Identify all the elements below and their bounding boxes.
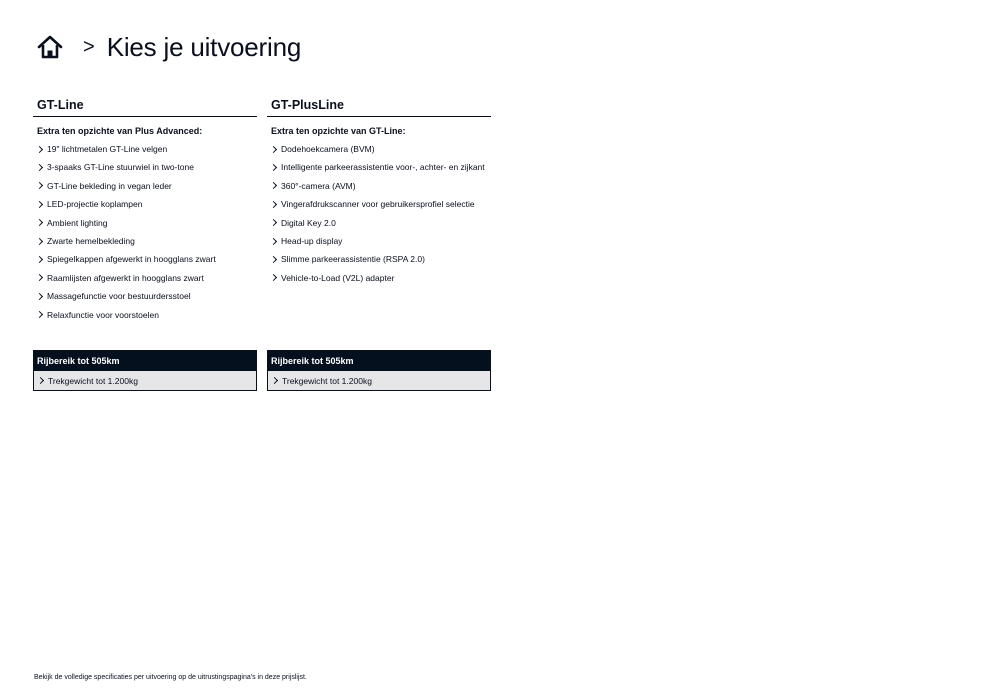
list-item	[33, 306, 257, 324]
chevron-right-icon	[270, 182, 277, 189]
chevron-right-icon	[270, 238, 277, 245]
chevron-right-icon	[36, 182, 43, 189]
column-title: GT-Line	[33, 98, 257, 117]
home-icon[interactable]	[37, 34, 63, 60]
feature-label: Slimme parkeerassistentie (RSPA 2.0)	[281, 254, 425, 265]
list-item	[33, 232, 257, 250]
chevron-right-icon	[36, 293, 43, 300]
feature-label: 3-spaaks GT-Line stuurwiel in two-tone	[47, 162, 194, 173]
feature-label: GT-Line bekleding in vegan leder	[47, 180, 172, 191]
range-item	[34, 371, 256, 390]
chevron-right-icon	[271, 377, 278, 384]
list-item	[267, 177, 491, 195]
chevron-right-icon	[36, 201, 43, 208]
feature-label: Raamlijsten afgewerkt in hoogglans zwart	[47, 272, 204, 283]
chevron-right-icon	[36, 146, 43, 153]
chevron-right-icon	[36, 164, 43, 171]
chevron-right-icon	[36, 219, 43, 226]
list-item	[33, 287, 257, 305]
feature-label: Ambient lighting	[47, 217, 108, 228]
chevron-right-icon	[36, 311, 43, 318]
list-item	[33, 158, 257, 176]
list-item	[267, 214, 491, 232]
feature-list	[267, 140, 491, 287]
range-item-label: Trekgewicht tot 1.200kg	[282, 375, 372, 386]
chevron-right-icon	[270, 256, 277, 263]
list-item	[267, 158, 491, 176]
feature-label: LED-projectie koplampen	[47, 199, 143, 210]
chevron-right-icon	[36, 256, 43, 263]
range-item-label: Trekgewicht tot 1.200kg	[48, 375, 138, 386]
range-box-gt-plusline	[267, 350, 491, 391]
feature-label: Massagefunctie voor bestuurdersstoel	[47, 291, 191, 302]
feature-label: 360°-camera (AVM)	[281, 180, 356, 191]
breadcrumb-separator: >	[83, 36, 95, 58]
list-item	[33, 269, 257, 287]
column-subtitle: Extra ten opzichte van Plus Advanced:	[37, 126, 203, 136]
range-item	[268, 371, 490, 390]
feature-label: Digital Key 2.0	[281, 217, 336, 228]
chevron-right-icon	[36, 274, 43, 281]
feature-label: Dodehoekcamera (BVM)	[281, 144, 375, 154]
list-item	[33, 177, 257, 195]
list-item	[33, 250, 257, 268]
column-subtitle: Extra ten opzichte van GT-Line:	[271, 126, 406, 136]
list-item	[33, 195, 257, 213]
feature-label: Intelligente parkeerassistentie voor-, achter- en zijkant	[281, 162, 485, 173]
chevron-right-icon	[270, 146, 277, 153]
list-item	[33, 140, 257, 158]
chevron-right-icon	[270, 201, 277, 208]
column-title: GT-PlusLine	[267, 98, 491, 117]
chevron-right-icon	[270, 274, 277, 281]
trim-column-gt-line	[33, 98, 257, 324]
chevron-right-icon	[270, 219, 277, 226]
feature-label: Vehicle-to-Load (V2L) adapter	[281, 272, 395, 283]
feature-list	[33, 140, 257, 324]
list-item	[267, 269, 491, 287]
feature-label: 19" lichtmetalen GT-Line velgen	[47, 144, 168, 154]
list-item	[267, 232, 491, 250]
feature-label: Relaxfunctie voor voorstoelen	[47, 309, 159, 320]
list-item	[267, 140, 491, 158]
feature-label: Vingerafdrukscanner voor gebruikersprofiel selectie	[281, 199, 475, 210]
list-item	[33, 214, 257, 232]
list-item	[267, 250, 491, 268]
page-title: Kies je uitvoering	[106, 32, 302, 62]
feature-label: Head-up display	[281, 235, 343, 246]
chevron-right-icon	[270, 164, 277, 171]
range-heading: Rijbereik tot 505km	[34, 351, 256, 371]
feature-label: Spiegelkappen afgewerkt in hoogglans zwart	[47, 254, 216, 265]
feature-label: Zwarte hemelbekleding	[47, 235, 135, 246]
footnote: Bekijk de volledige specificaties per uitvoering op de uitrustingspagina's in deze prijslijst.	[34, 674, 307, 681]
list-item	[267, 195, 491, 213]
chevron-right-icon	[36, 238, 43, 245]
chevron-right-icon	[37, 377, 44, 384]
range-box-gt-line	[33, 350, 257, 391]
range-heading: Rijbereik tot 505km	[268, 351, 490, 371]
trim-column-gt-plusline	[267, 98, 491, 287]
page-header	[37, 30, 301, 64]
